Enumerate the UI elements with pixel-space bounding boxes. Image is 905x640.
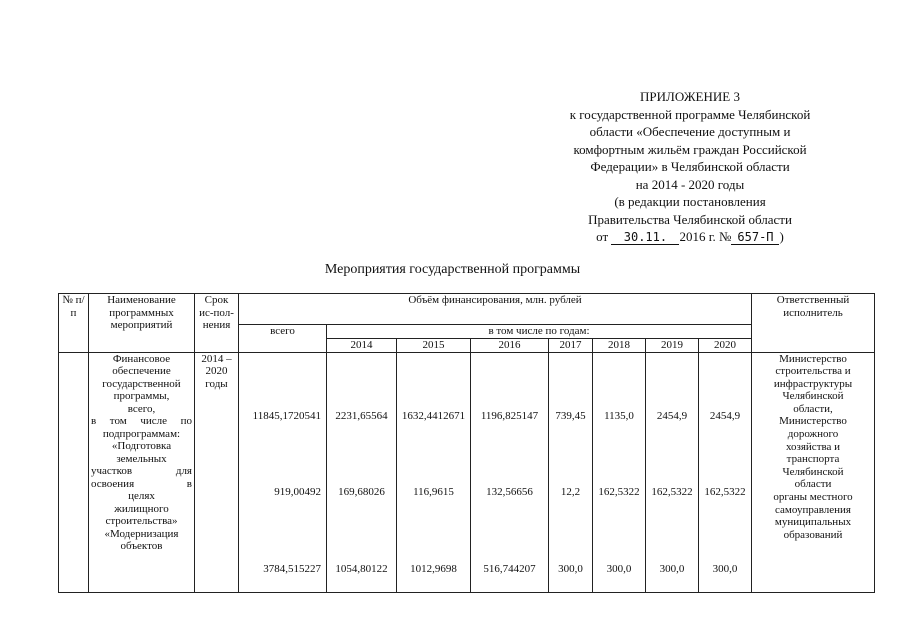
funding-value: 919,00492 bbox=[274, 485, 321, 498]
funding-value: 132,56656 bbox=[486, 485, 533, 498]
appendix-line: к государственной программе Челябинской bbox=[569, 106, 811, 122]
appendix-line: ПРИЛОЖЕНИЕ 3 bbox=[640, 89, 740, 104]
handwritten-number: 657-П bbox=[731, 231, 779, 245]
year-suffix: 2016 г. № bbox=[679, 229, 732, 244]
responsible-line: образований bbox=[783, 528, 843, 541]
funding-value: 162,5322 bbox=[598, 485, 640, 498]
page-title: Мероприятия государственной программы bbox=[324, 262, 581, 277]
year-2015-cell bbox=[397, 352, 471, 592]
appendix-line: Правительства Челябинской области bbox=[588, 211, 792, 227]
funding-value: 12,2 bbox=[560, 485, 581, 498]
resolution-date-line bbox=[540, 228, 840, 246]
responsible-line: муниципальных bbox=[774, 516, 852, 529]
appendix-header bbox=[540, 88, 840, 246]
measure-name-line: Финансовое bbox=[112, 352, 171, 365]
header-year-2015: 2015 bbox=[397, 338, 471, 352]
appendix-line: комфортным жильём граждан Российской bbox=[573, 141, 807, 157]
responsible-line: Министерство bbox=[779, 415, 847, 428]
year-2019-cell bbox=[646, 352, 699, 592]
responsible-cell bbox=[752, 352, 875, 592]
funding-value: 162,5322 bbox=[704, 485, 746, 498]
measure-name-line: государственной bbox=[102, 377, 181, 390]
header-by-years: в том числе по годам: bbox=[327, 325, 752, 339]
measure-name-line: всего, bbox=[127, 402, 156, 415]
funding-value: 2231,65564 bbox=[335, 409, 388, 422]
appendix-line: области «Обеспечение доступным и bbox=[589, 124, 791, 139]
funding-value: 1632,4412671 bbox=[401, 409, 466, 422]
responsible-line: Челябинской bbox=[782, 465, 844, 478]
responsible-line: области bbox=[794, 478, 832, 491]
appendix-line: Федерации» в Челябинской области bbox=[590, 159, 790, 174]
measure-name-line: «Модернизация bbox=[104, 527, 179, 540]
year-2018-cell bbox=[593, 352, 646, 592]
measure-name-line: целях bbox=[128, 490, 155, 502]
close-paren: ) bbox=[779, 229, 784, 244]
year-2020-cell bbox=[699, 352, 752, 592]
appendix-line: (в редакции постановления bbox=[614, 194, 766, 209]
funding-value: 516,744207 bbox=[483, 562, 536, 575]
responsible-line: Челябинской bbox=[782, 390, 844, 403]
header-year-2020: 2020 bbox=[699, 338, 752, 352]
responsible-line: самоуправления bbox=[775, 503, 851, 516]
funding-value: 116,9615 bbox=[413, 485, 454, 498]
header-year-2016: 2016 bbox=[471, 338, 549, 352]
header-year-2018: 2018 bbox=[593, 338, 646, 352]
year-2017-cell bbox=[549, 352, 593, 592]
header-year-2014: 2014 bbox=[327, 338, 397, 352]
measure-name-line: земельных bbox=[116, 452, 167, 465]
funding-value: 739,45 bbox=[555, 409, 586, 422]
responsible-line: органы местного bbox=[773, 491, 853, 504]
funding-value: 2454,9 bbox=[709, 409, 741, 422]
handwritten-date: 30.11. bbox=[611, 231, 679, 245]
year-2016-cell bbox=[471, 352, 549, 592]
funding-value: 1196,825147 bbox=[480, 409, 539, 422]
measure-name-line: жилищного bbox=[114, 502, 169, 515]
term-cell: 2014 – 2020 годы bbox=[195, 352, 239, 592]
header-term: Срок ис-пол-нения bbox=[195, 294, 239, 353]
funding-value: 169,68026 bbox=[338, 485, 385, 498]
measure-name-cell bbox=[89, 352, 195, 592]
header-responsible: Ответственный исполнитель bbox=[752, 294, 875, 353]
responsible-line: инфраструктуры bbox=[773, 377, 853, 390]
header-year-2017: 2017 bbox=[549, 338, 593, 352]
header-total: всего bbox=[239, 325, 327, 353]
measure-name-line: объектов bbox=[120, 540, 163, 552]
measure-name-line: программы, bbox=[113, 390, 170, 402]
appendix-line: на 2014 - 2020 годы bbox=[635, 176, 745, 192]
measure-name-line: освоения в bbox=[91, 477, 192, 490]
measure-name-line: участков для bbox=[91, 465, 192, 477]
responsible-line: хозяйства и bbox=[785, 440, 841, 453]
funding-value: 300,0 bbox=[606, 562, 632, 575]
table-row bbox=[59, 352, 875, 592]
responsible-line: области, bbox=[793, 402, 833, 415]
header-year-2019: 2019 bbox=[646, 338, 699, 352]
measure-name-line: в том числе по bbox=[91, 415, 192, 427]
responsible-line: транспорта bbox=[786, 453, 840, 466]
funding-value: 11845,1720541 bbox=[252, 409, 321, 422]
measure-name-line: обеспечение bbox=[112, 365, 171, 377]
year-2014-cell bbox=[327, 352, 397, 592]
funding-value: 1054,80122 bbox=[335, 562, 388, 575]
header-number: № п/п bbox=[59, 294, 89, 353]
funding-value: 162,5322 bbox=[651, 485, 693, 498]
funding-value: 3784,515227 bbox=[263, 562, 321, 575]
measure-name-line: подпрограммам: bbox=[102, 427, 181, 440]
responsible-line: дорожного bbox=[787, 428, 839, 441]
funding-value: 1012,9698 bbox=[410, 562, 457, 575]
responsible-line: строительства и bbox=[775, 365, 851, 378]
header-name: Наименование программных мероприятий bbox=[89, 294, 195, 353]
row-number-cell bbox=[59, 352, 89, 592]
funding-value: 300,0 bbox=[558, 562, 583, 575]
from-prefix: от bbox=[596, 229, 609, 244]
measure-name-line: «Подготовка bbox=[111, 440, 172, 452]
program-measures-table bbox=[58, 293, 875, 593]
responsible-line: Министерство bbox=[779, 352, 847, 365]
funding-value: 2454,9 bbox=[656, 409, 688, 422]
funding-value: 1135,0 bbox=[604, 409, 634, 422]
funding-value: 300,0 bbox=[712, 562, 738, 575]
funding-value: 300,0 bbox=[659, 562, 685, 575]
header-funding: Объём финансирования, млн. рублей bbox=[239, 294, 752, 325]
measure-name-line: строительства» bbox=[105, 515, 178, 527]
total-cell bbox=[239, 352, 327, 592]
